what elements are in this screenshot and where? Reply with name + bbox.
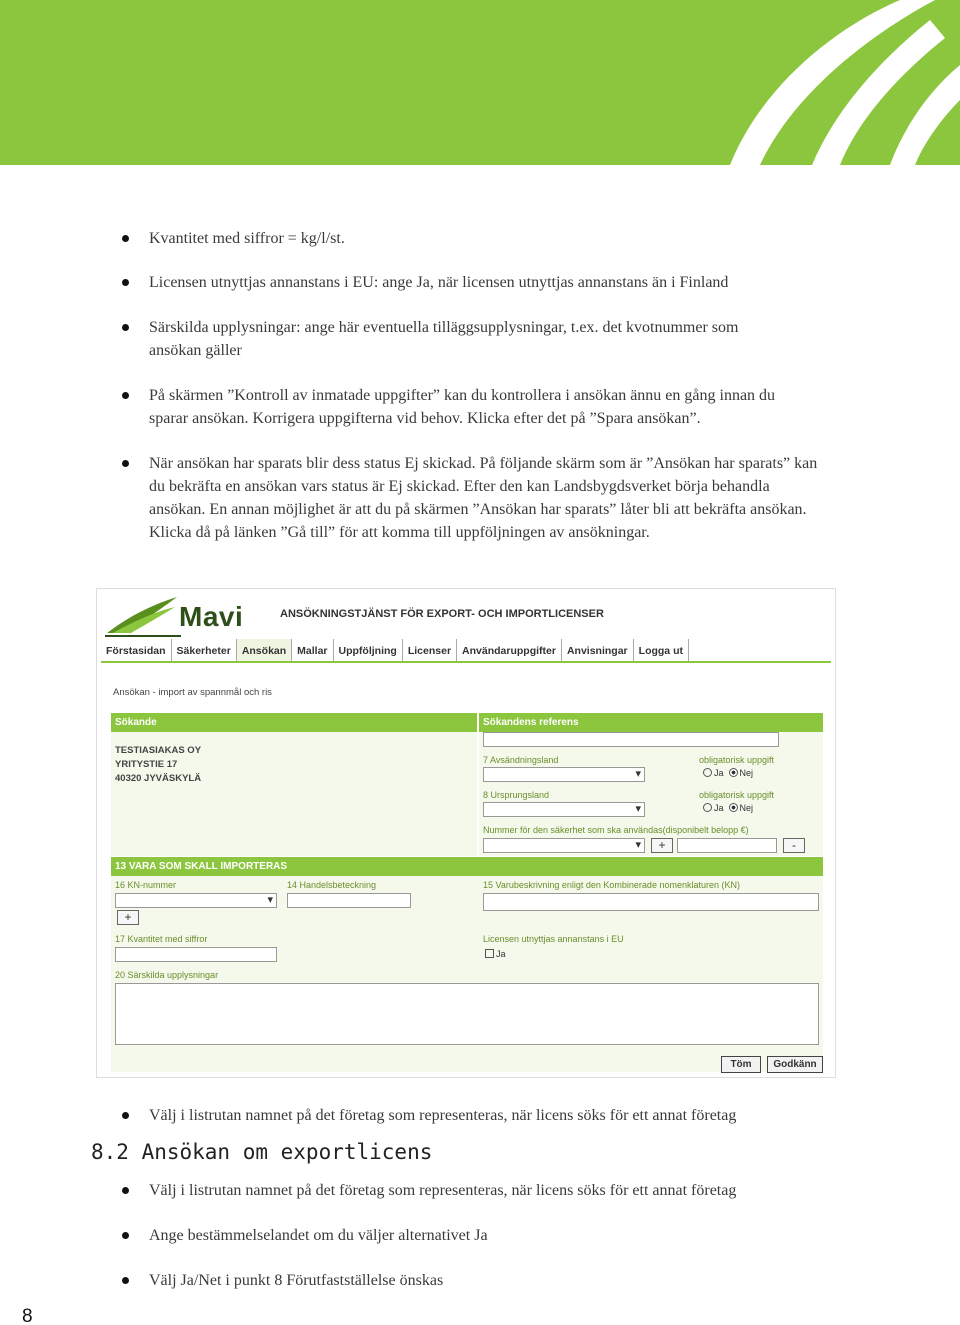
applicant-address [115, 744, 201, 786]
section-heading: 8.2 Ansökan om exportlicens [91, 1140, 433, 1164]
field8-nej-radio[interactable] [729, 803, 738, 812]
add-kn-button[interactable]: + [117, 910, 139, 925]
kn-number-select[interactable] [115, 893, 277, 908]
field7-label: 7 Avsändningsland [483, 755, 559, 765]
mavi-logo: Mavi [179, 601, 244, 632]
field7-nej-label: Nej [739, 768, 754, 778]
main-nav [101, 639, 831, 663]
field7-ja-label: Ja [714, 768, 724, 778]
field7-radios [703, 768, 753, 778]
eu-usage-label: Licensen utnyttjas annanstans i EU [483, 934, 624, 944]
field8-nej-label: Nej [739, 803, 754, 813]
reference-header: Sökandens referens [479, 713, 823, 732]
origin-country-select[interactable] [483, 802, 645, 817]
tab-ansokan[interactable]: Ansökan [237, 639, 292, 661]
field8-ja-radio[interactable] [703, 803, 712, 812]
tab-anvandaruppgifter[interactable]: Användaruppgifter [457, 639, 562, 661]
applicant-company: TESTIASIAKAS OY [115, 745, 202, 756]
remove-security-button[interactable]: - [783, 838, 805, 853]
page-number: 8 [22, 1306, 33, 1325]
goods-description-input[interactable] [483, 893, 819, 911]
security-label: Nummer för den säkerhet som ska användas(disponibelt belopp €) [483, 825, 749, 835]
tab-forstasidan[interactable]: Förstasidan [101, 639, 172, 661]
security-select[interactable] [483, 838, 645, 853]
field14-label: 14 Handelsbeteckning [287, 880, 377, 890]
approve-button[interactable]: Godkänn [767, 1056, 823, 1073]
bullet-special-info: Särskilda upplysningar: ange här eventuella tilläggsupplysningar, t.ex. det kvotnummer som ansökan gäller [149, 316, 789, 362]
clear-button[interactable]: Töm [721, 1056, 761, 1073]
tab-sakerheter[interactable]: Säkerheter [172, 639, 237, 661]
tab-logga-ut[interactable]: Logga ut [634, 639, 689, 661]
field8-label: 8 Ursprungsland [483, 790, 550, 800]
applicant-city: 40320 JYVÄSKYLÄ [115, 773, 202, 784]
field15-label: 15 Varubeskrivning enligt den Kombinerade nomenklaturen (KN) [483, 880, 740, 890]
bullet-check-screen: På skärmen ”Kontroll av inmatade uppgifter” kan du kontrollera i ansökan ännu en gång innan du sparar ansökan. Korrigera uppgifterna vid behov. Klicka efter det på ”Spara ansökan”. [149, 384, 814, 430]
breadcrumb: Ansökan - import av spannmål och ris [113, 687, 272, 698]
tab-licenser[interactable]: Licenser [403, 639, 457, 661]
eu-usage-checkbox-row [485, 949, 506, 959]
bullet-company-select-import: Välj i listrutan namnet på det företag som representeras, när licens söks för ett annat företag [149, 1104, 849, 1127]
security-amount-input[interactable] [677, 838, 777, 853]
field20-label: 20 Särskilda upplysningar [115, 970, 219, 980]
quantity-input[interactable] [115, 947, 277, 962]
trade-name-input[interactable] [287, 893, 411, 908]
field8-mandatory-label: obligatorisk uppgift [699, 790, 775, 800]
field7-ja-radio[interactable] [703, 768, 712, 777]
field8-radios [703, 803, 753, 813]
field8-ja-label: Ja [714, 803, 724, 813]
reference-input[interactable] [483, 732, 779, 747]
field16-label: 16 KN-nummer [115, 880, 177, 890]
eu-usage-ja-label: Ja [496, 949, 506, 959]
field7-nej-radio[interactable] [729, 768, 738, 777]
applicant-street: YRITYSTIE 17 [115, 759, 178, 770]
special-info-textarea[interactable] [115, 983, 819, 1045]
field7-mandatory-label: obligatorisk uppgift [699, 755, 775, 765]
leaf-logo-decoration [0, 0, 960, 165]
goods-header: 13 VARA SOM SKALL IMPORTERAS [111, 857, 823, 876]
bullet-eu-usage: Licensen utnyttjas annanstans i EU: ange Ja, när licensen utnyttjas annanstans än i Finland [149, 271, 849, 294]
bullet-prefixation: Välj Ja/Net i punkt 8 Förutfastställelse önskas [149, 1269, 829, 1292]
bullet-destination-country: Ange bestämmelselandet om du väljer alternativet Ja [149, 1224, 829, 1247]
add-security-button[interactable]: + [651, 838, 673, 853]
dispatch-country-select[interactable] [483, 767, 645, 782]
bullet-quantity: Kvantitet med siffror = kg/l/st. [149, 227, 829, 250]
tab-uppfoljning[interactable]: Uppföljning [334, 639, 403, 661]
tab-mallar[interactable]: Mallar [292, 639, 333, 661]
header-banner [0, 0, 960, 165]
eu-usage-checkbox[interactable] [485, 949, 494, 958]
applicant-header: Sökande [111, 713, 477, 732]
bullet-saved-status: När ansökan har sparats blir dess status Ej skickad. På följande skärm som är ”Ansökan har sparats” kan du bekräfta en ansökan vars status är Ej skickad. Efter den kan Landsbygdsverket börja behandla ansökan. En annan möjlighet är att du på skärmen ”Ansökan har sparats” låter bli att bekräfta ansökan. Klicka då på länken ”Gå till” för att komma till uppföljningen av ansökningar. [149, 452, 819, 544]
tab-anvisningar[interactable]: Anvisningar [562, 639, 634, 661]
field17-label: 17 Kvantitet med siffror [115, 934, 208, 944]
bullet-company-select-export: Välj i listrutan namnet på det företag som representeras, när licens söks för ett annat företag [149, 1179, 849, 1202]
service-title: ANSÖKNINGSTJÄNST FÖR EXPORT- OCH IMPORTLICENSER [280, 608, 604, 620]
application-screenshot [96, 588, 836, 1078]
